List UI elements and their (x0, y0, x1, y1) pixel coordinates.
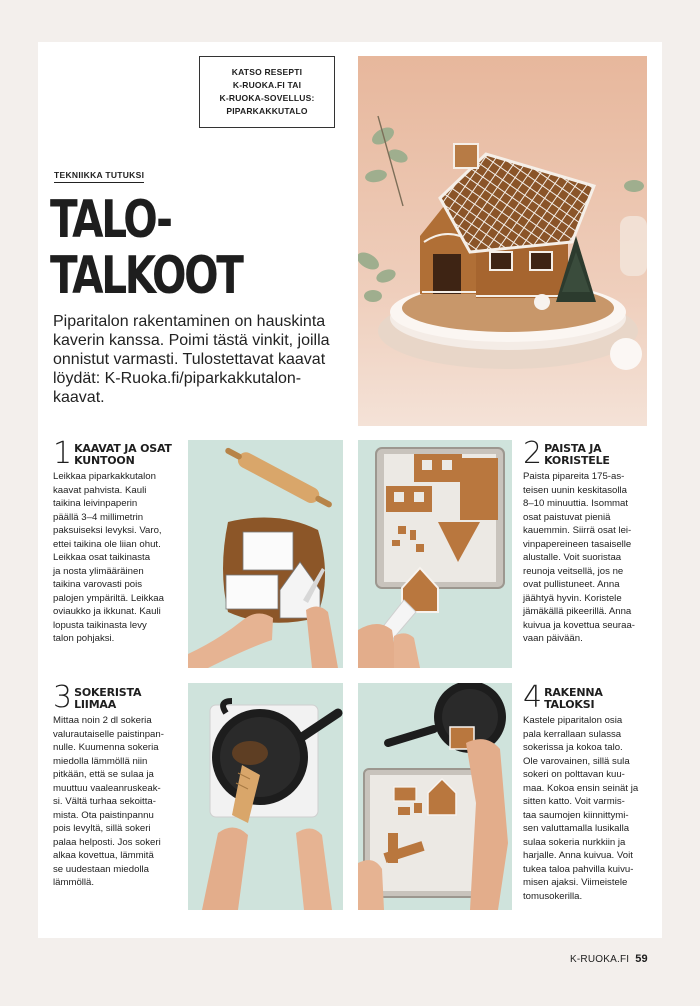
page-title (50, 192, 242, 304)
body-line: vaan päivään. (523, 633, 583, 644)
body-line: taa saumojen kiinnittymi- (523, 809, 629, 821)
body-line: kaavat pahvista. Kauli (53, 484, 147, 496)
body-line: Leikkaa piparkakkutalon (53, 471, 156, 482)
step-1 (53, 436, 183, 646)
step-title (74, 440, 172, 467)
step-title (74, 684, 141, 711)
body-line: Mittaa noin 2 dl sokeria (53, 715, 152, 726)
body-line: ettei taikina ole liian ohut. (53, 538, 161, 550)
body-line: mista. Ota paistinpannu (53, 809, 154, 821)
step-title-line: SOKERISTA (74, 686, 142, 699)
step-title-line: TALOKSI (544, 698, 595, 711)
step-title-line: KUNTOON (74, 454, 135, 467)
step-number: 3 (53, 680, 73, 715)
body-line: jäähtyä hyvin. Koristele (523, 592, 622, 604)
step-body (523, 470, 651, 646)
step-number: 2 (523, 436, 543, 471)
body-line: harjalle. Anna kuivua. Voit (523, 850, 633, 861)
body-line: reunoja veitsellä, jos ne (523, 565, 624, 577)
hero-photo-gingerbread-house (358, 56, 647, 426)
body-line: jämäkällä pikeerillä. Anna (523, 606, 632, 617)
step-2 (523, 436, 651, 646)
body-line: taikina leivinpaperin (53, 498, 138, 509)
body-line: oviaukko ja ikkunat. Kauli (53, 606, 161, 617)
body-line: lopusta taikinasta levy (53, 619, 147, 631)
body-line: taikina varovasti pois (53, 579, 143, 590)
body-line: Kastele piparitalon osia (523, 715, 623, 726)
body-line: alkaa kovettua, lämmitä (53, 850, 154, 861)
step-title-line: LIIMAA (74, 698, 117, 711)
body-line: maa. Kokoa ensin seinät ja (523, 782, 639, 794)
body-line: sulaa sokeria nurkkiin ja (523, 836, 626, 848)
body-line: osat paistuvat pieniä (523, 511, 611, 523)
body-line: palaa helposti. Jos sokeri (53, 836, 161, 848)
step-1-photo (188, 440, 343, 668)
body-line: sitten katto. Voit varmis- (523, 796, 625, 807)
recipe-box-line: PIPARKAKKUTALO (226, 106, 308, 116)
step-3-photo (188, 683, 343, 910)
step-body (53, 714, 183, 890)
step-4-photo (358, 683, 512, 910)
body-line: Ole varovainen, sillä sula (523, 755, 630, 767)
step-title-line: KAAVAT JA OSAT (74, 442, 172, 455)
body-line: sokeri on polttavan kuu- (523, 769, 625, 780)
body-line: pitkään, että se sulaa ja (53, 769, 154, 780)
body-line: ovat pullistuneet. Anna (523, 579, 620, 590)
step-2-photo (358, 440, 512, 668)
body-line: sokerissa ja kokoa talo. (523, 742, 623, 753)
step-body (53, 470, 183, 646)
section-kicker: TEKNIIKKA TUTUKSI (54, 170, 144, 183)
body-line: Paista pipareita 175-as- (523, 471, 625, 482)
body-line: si. Vältä turhaa sekoitta- (53, 796, 156, 807)
title-line-1: TALO- (50, 190, 171, 250)
body-line: kuivua ja kovettua seuraa- (523, 619, 635, 631)
recipe-box-line: K-RUOKA-SOVELLUS: (219, 93, 315, 103)
body-line: se uudestaan miedolla (53, 863, 150, 875)
recipe-box-line: K-RUOKA.FI TAI (232, 80, 302, 90)
body-line: kauemmin. Siirrä osat lei- (523, 525, 632, 536)
body-line: päällä 3–4 millimetrin (53, 511, 144, 523)
body-line: 8–10 minuuttia. Isommat (523, 498, 629, 509)
body-line: talon pohjaksi. (53, 633, 115, 644)
step-title-line: PAISTA JA (544, 442, 602, 455)
body-line: ja nosta ylimääräinen (53, 565, 144, 577)
body-line: pala kerrallaan sulassa (523, 728, 622, 740)
body-line: tomusokerilla. (523, 890, 583, 902)
recipe-box-line: KATSO RESEPTI (231, 67, 303, 77)
body-line: miedolla lämmöllä niin (53, 755, 148, 767)
footer-site: K-RUOKA.FI (570, 954, 630, 965)
body-line: paksuiseksi levyksi. Varo, (53, 525, 162, 536)
step-body (523, 714, 651, 903)
step-4 (523, 680, 651, 903)
page-footer (570, 953, 648, 965)
body-line: valurautaiselle paistinpan- (53, 728, 164, 740)
body-line: teisen uunin keskitasolla (523, 484, 627, 496)
body-line: misen ajaksi. Viimeistele (523, 877, 628, 888)
step-number: 1 (53, 436, 73, 471)
body-line: sen valuttamalla lusikalla (523, 823, 630, 834)
body-line: lämmöllä. (53, 877, 95, 888)
step-title-line: KORISTELE (544, 454, 610, 467)
body-line: alustalle. Voit suoristaa (523, 552, 622, 563)
step-number: 4 (523, 680, 543, 715)
body-line: vinpapereineen tasaiselle (523, 538, 632, 550)
page-number: 59 (635, 953, 648, 965)
step-title (544, 440, 610, 467)
lead-paragraph: Piparitalon rakentaminen on hauskinta kaverin kanssa. Poimi tästä vinkit, joilla onnistut varmasti. Tulostettavat kaavat löydät: K-Ruoka.fi/piparkakkutalon-kaavat. (53, 313, 330, 406)
body-line: tukea taloa pahvilla kuivu- (523, 863, 634, 875)
recipe-reference-box (199, 56, 335, 128)
body-line: Leikkaa osat taikinasta (53, 552, 151, 563)
body-line: nulle. Kuumenna sokeria (53, 742, 159, 753)
body-line: muuttuu vaaleanruskeak- (53, 782, 161, 794)
body-line: palojen ympäriltä. Leikkaa (53, 592, 164, 604)
body-line: pois levyltä, sillä sokeri (53, 823, 151, 834)
step-3 (53, 680, 183, 890)
title-line-2: TALKOOT (50, 246, 242, 306)
step-title (544, 684, 603, 711)
step-title-line: RAKENNA (544, 686, 603, 699)
